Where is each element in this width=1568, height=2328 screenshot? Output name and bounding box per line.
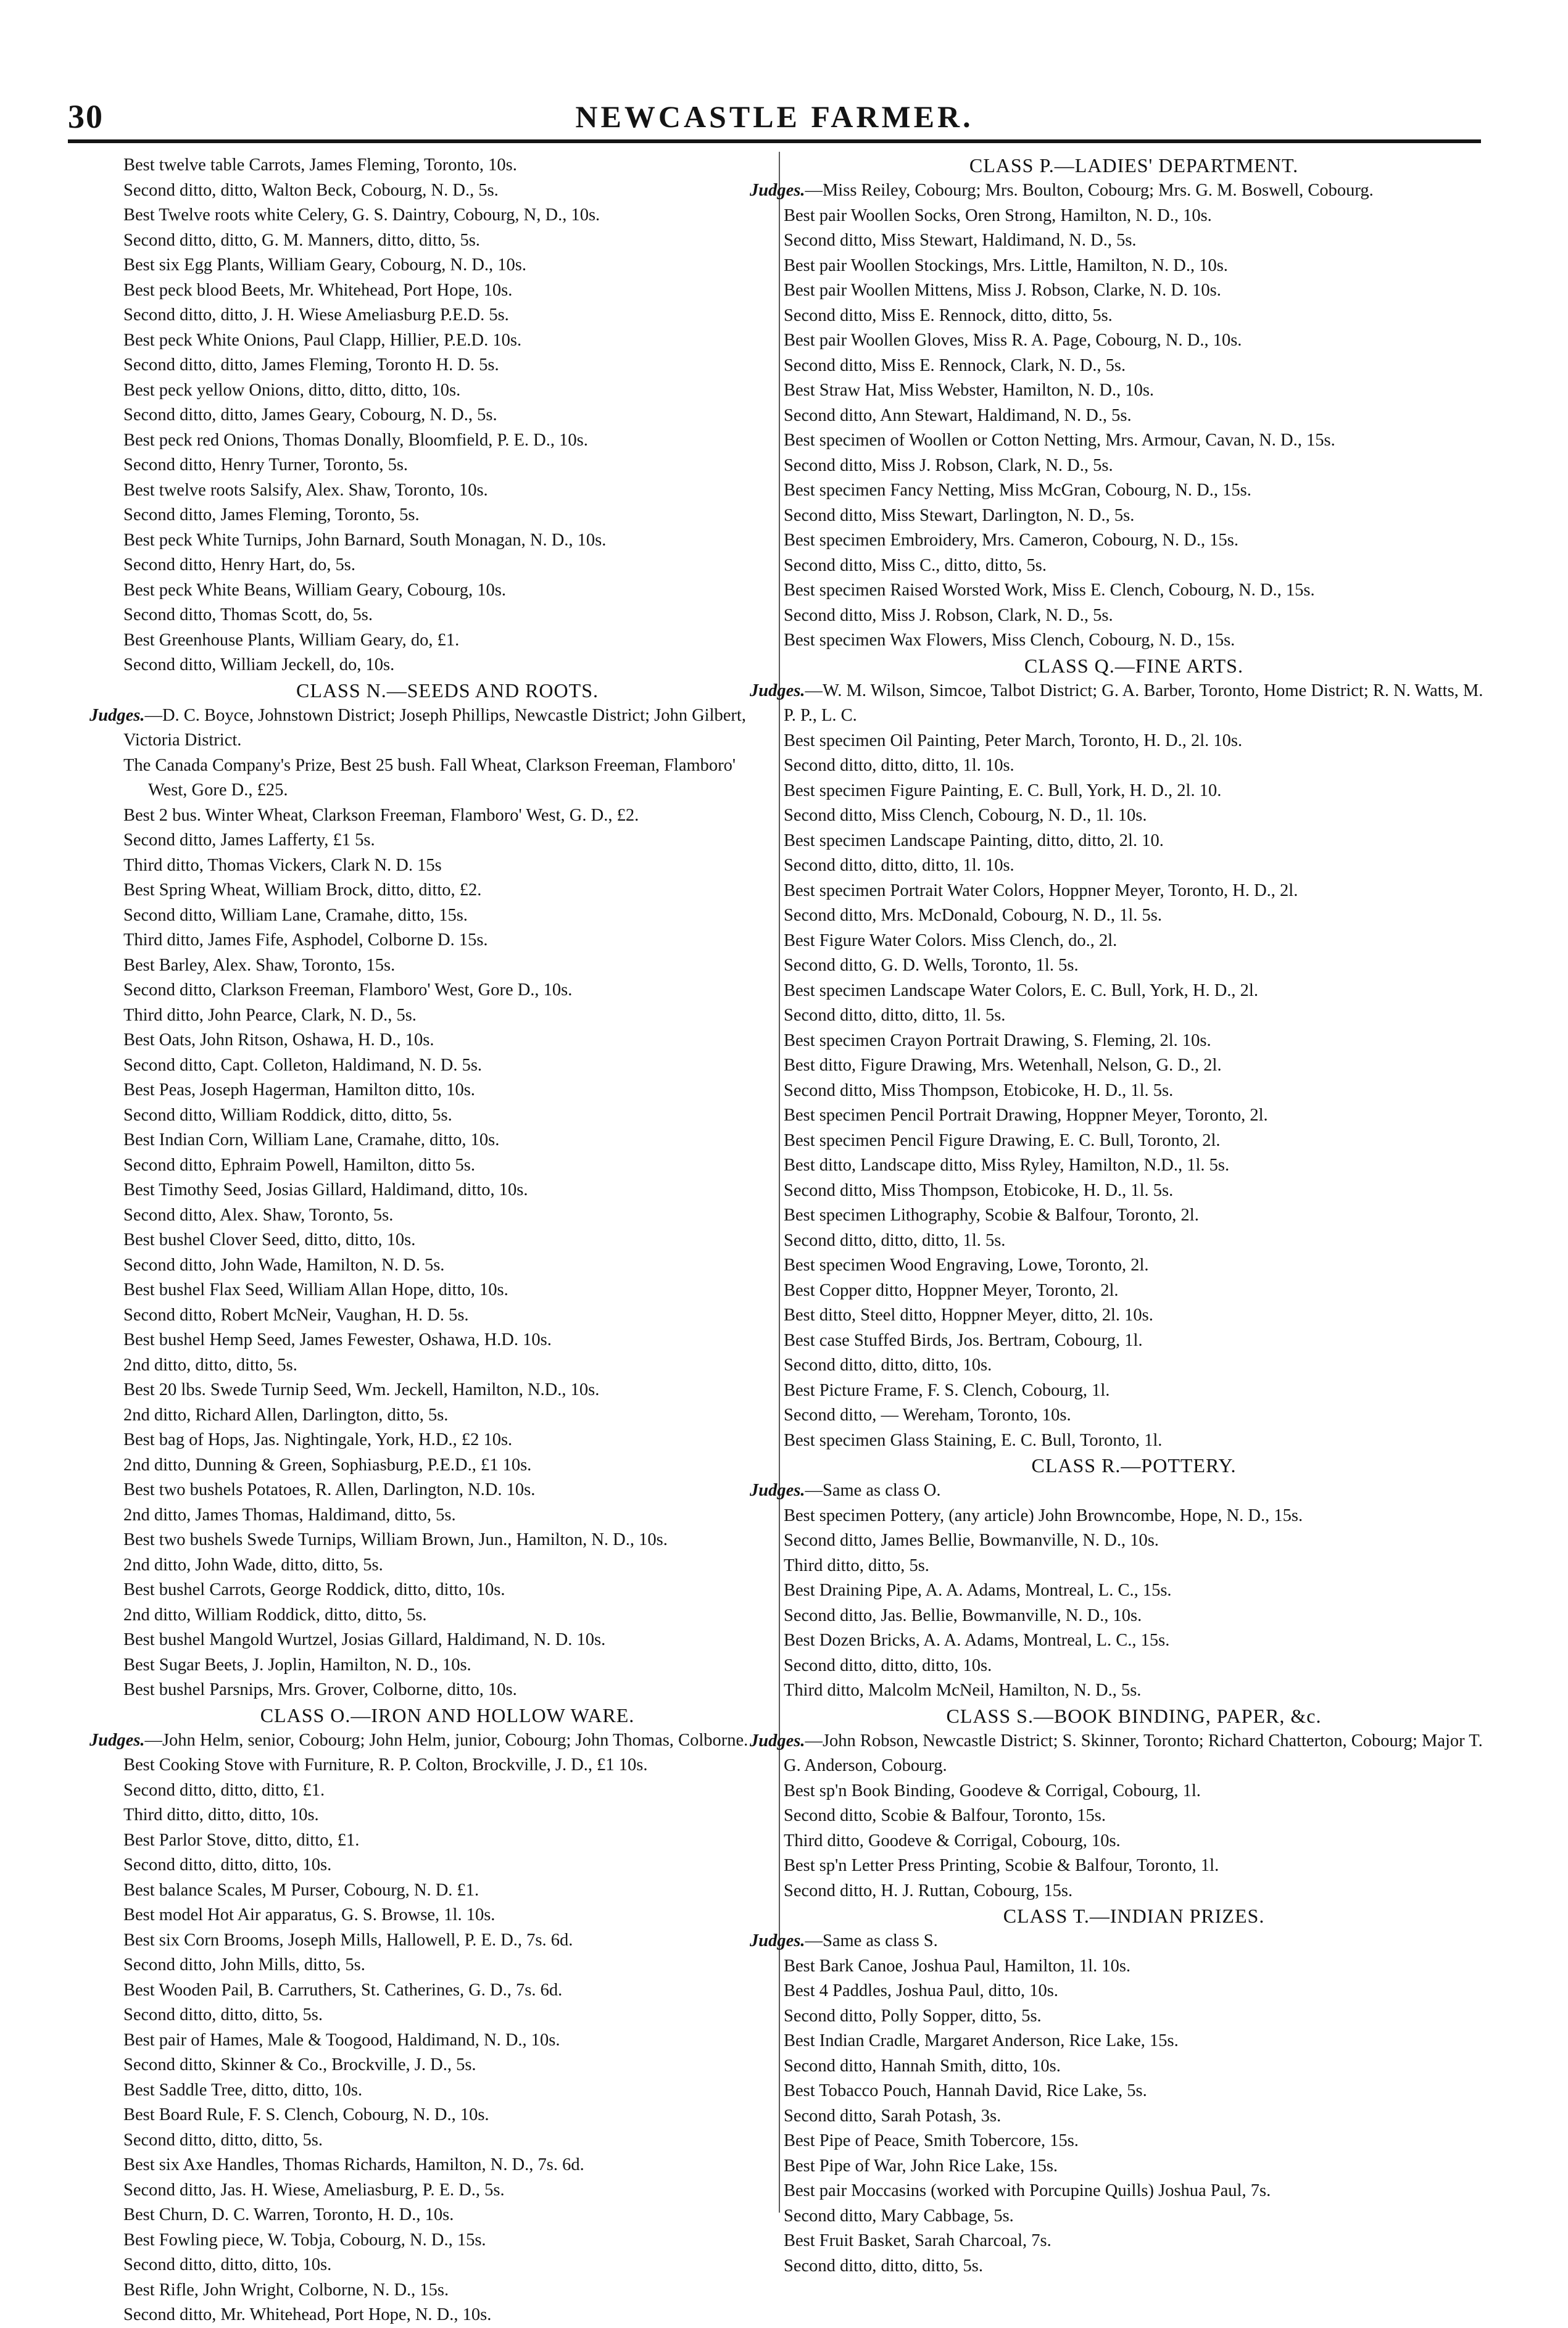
prize-entry: Second ditto, James Fleming, Toronto, 5s.	[123, 505, 420, 524]
prize-entry: Best Spring Wheat, William Brock, ditto, ditto, £2.	[123, 880, 482, 900]
prize-entry: Second ditto, ditto, J. H. Wiese Ameliasburg P.E.D. 5s.	[123, 305, 509, 325]
prize-entry: Best peck White Turnips, John Barnard, South Monagan, N. D., 10s.	[123, 530, 607, 550]
judges-label: Judges.	[750, 1481, 805, 1500]
prize-entry: Best Saddle Tree, ditto, ditto, 10s.	[123, 2080, 363, 2100]
prize-entry: Second ditto, G. D. Wells, Toronto, 1l. 5s.	[784, 956, 1079, 975]
class-r-heading: CLASS R.—POTTERY.	[1031, 1454, 1237, 1477]
prize-entry: Second ditto, Alex. Shaw, Toronto, 5s.	[123, 1205, 394, 1225]
prize-entry: Best Indian Corn, William Lane, Cramahe, ditto, 10s.	[123, 1130, 500, 1150]
class-n-entries	[123, 753, 771, 1703]
prize-entry: Best bushel Flax Seed, William Allan Hope, ditto, 10s.	[123, 1280, 508, 1299]
prize-entry: Second ditto, ditto, ditto, 1l. 5s.	[784, 1230, 1006, 1250]
class-q-entries	[784, 729, 1484, 1454]
judges-label: Judges.	[750, 181, 805, 200]
judges-label: Judges.	[750, 1931, 805, 1950]
prize-entry: Second ditto, Miss E. Rennock, ditto, ditto, 5s.	[784, 305, 1113, 325]
prize-entry: Best sp'n Letter Press Printing, Scobie & Balfour, Toronto, 1l.	[784, 1856, 1219, 1875]
prize-entry: Best Barley, Alex. Shaw, Toronto, 15s.	[123, 955, 396, 975]
prize-entry: Best pair Moccasins (worked with Porcupine Quills) Joshua Paul, 7s.	[784, 2181, 1271, 2200]
prize-entry: Best Figure Water Colors. Miss Clench, do., 2l.	[784, 930, 1118, 950]
prize-entry: Best specimen Figure Painting, E. C. Bull, York, H. D., 2l. 10.	[784, 781, 1222, 800]
prize-entry: Best pair Woollen Stockings, Mrs. Little, Hamilton, N. D., 10s.	[784, 255, 1228, 275]
prize-entry: Best specimen Pottery, (any article) John Browncombe, Hope, N. D., 15s.	[784, 1506, 1303, 1525]
prize-entry: Best Oats, John Ritson, Oshawa, H. D., 10s.	[123, 1030, 434, 1050]
prize-entry: Second ditto, Henry Hart, do, 5s.	[123, 555, 355, 574]
class-r-judges	[750, 1478, 1484, 1504]
prize-entry: Third ditto, James Fife, Asphodel, Colborne D. 15s.	[123, 930, 488, 950]
prize-entry: Second ditto, Capt. Colleton, Haldimand, N. D. 5s.	[123, 1055, 483, 1075]
prize-entry: 2nd ditto, ditto, ditto, 5s.	[123, 1355, 297, 1375]
prize-entry: Best model Hot Air apparatus, G. S. Browse, 1l. 10s.	[123, 1905, 496, 1924]
prize-entry: Best Bark Canoe, Joshua Paul, Hamilton, 1l. 10s.	[784, 1956, 1131, 1976]
prize-entry: Best six Corn Brooms, Joseph Mills, Hallowell, P. E. D., 7s. 6d.	[123, 1930, 573, 1950]
prize-entry: Best specimen Wax Flowers, Miss Clench, Cobourg, N. D., 15s.	[784, 631, 1235, 650]
prize-entry: Best peck blood Beets, Mr. Whitehead, Port Hope, 10s.	[123, 280, 513, 300]
class-p-entries	[784, 204, 1484, 653]
prize-entry: Second ditto, Sarah Potash, 3s.	[784, 2106, 1002, 2126]
class-q-heading: CLASS Q.—FINE ARTS.	[1024, 654, 1243, 677]
prize-entry: Second ditto, Miss J. Robson, Clark, N. D., 5s.	[784, 455, 1113, 475]
prize-entry: Best specimen Oil Painting, Peter March, Toronto, H. D., 2l. 10s.	[784, 731, 1243, 750]
page-number: 30	[68, 98, 104, 135]
prize-entry: Best specimen Glass Staining, E. C. Bull, Toronto, 1l.	[784, 1430, 1163, 1450]
prize-entry: Second ditto, Jas. H. Wiese, Ameliasburg, P. E. D., 5s.	[123, 2180, 505, 2200]
prize-entry: Second ditto, H. J. Ruttan, Cobourg, 15s.	[784, 1881, 1073, 1900]
prize-entry: Best 4 Paddles, Joshua Paul, ditto, 10s.	[784, 1981, 1058, 2000]
prize-entry: Second ditto, Thomas Scott, do, 5s.	[123, 605, 373, 624]
prize-entry: Second ditto, Scobie & Balfour, Toronto, 15s.	[784, 1806, 1106, 1825]
prize-entry: Best pair of Hames, Male & Toogood, Haldimand, N. D., 10s.	[123, 2030, 560, 2050]
judges-label: Judges.	[750, 681, 805, 700]
class-n-section	[89, 678, 771, 1703]
prize-entry: Second ditto, William Jeckell, do, 10s.	[123, 655, 395, 674]
prize-entry: Best specimen Portrait Water Colors, Hoppner Meyer, Toronto, H. D., 2l.	[784, 880, 1298, 900]
prize-entry: Second ditto, ditto, ditto, 1l. 10s.	[784, 856, 1014, 875]
prize-entry: Second ditto, ditto, ditto, 10s.	[784, 1356, 992, 1375]
prize-entry: Best peck White Onions, Paul Clapp, Hillier, P.E.D. 10s.	[123, 330, 522, 350]
prize-entry: Second ditto, William Lane, Cramahe, ditto, 15s.	[123, 905, 468, 925]
class-s-judges	[750, 1729, 1484, 1779]
prize-entry: Second ditto, Miss Stewart, Darlington, N. D., 5s.	[784, 505, 1135, 525]
prize-entry: Second ditto, ditto, ditto, 10s.	[784, 1655, 992, 1675]
prize-entry: Second ditto, Skinner & Co., Brockville, J. D., 5s.	[123, 2055, 476, 2074]
prize-entry: Third ditto, Goodeve & Corrigal, Cobourg, 10s.	[784, 1831, 1121, 1850]
left-top-entries	[123, 153, 771, 678]
prize-entry: Best specimen Landscape Water Colors, E. C. Bull, York, H. D., 2l.	[784, 980, 1258, 1000]
prize-entry: Best pair Woollen Mittens, Miss J. Robson, Clarke, N. D. 10s.	[784, 281, 1221, 300]
class-t-judges	[750, 1929, 1484, 1954]
prize-entry: Second ditto, ditto, ditto, £1.	[123, 1780, 325, 1800]
prize-entry: Best balance Scales, M Purser, Cobourg, N. D. £1.	[123, 1880, 479, 1900]
prize-entry: Second ditto, Ephraim Powell, Hamilton, ditto 5s.	[123, 1155, 475, 1175]
prize-entry: Best Tobacco Pouch, Hannah David, Rice Lake, 5s.	[784, 2081, 1147, 2100]
class-o-heading: CLASS O.—IRON AND HOLLOW WARE.	[260, 1704, 635, 1726]
prize-entry: Best Timothy Seed, Josias Gillard, Haldimand, ditto, 10s.	[123, 1180, 528, 1199]
judges-text: —Same as class O.	[805, 1481, 941, 1500]
prize-entry: Second ditto, ditto, G. M. Manners, ditto, ditto, 5s.	[123, 230, 480, 250]
prize-entry: Best Copper ditto, Hoppner Meyer, Toronto, 2l.	[784, 1280, 1119, 1300]
prize-entry: Second ditto, Miss Thompson, Etobicoke, H. D., 1l. 5s.	[784, 1080, 1174, 1100]
prize-entry: Best Parlor Stove, ditto, ditto, £1.	[123, 1830, 360, 1850]
prize-entry: Best six Axe Handles, Thomas Richards, Hamilton, N. D., 7s. 6d.	[123, 2155, 584, 2174]
prize-entry: Best Greenhouse Plants, William Geary, do, £1.	[123, 630, 460, 650]
prize-entry: Best Straw Hat, Miss Webster, Hamilton, N. D., 10s.	[784, 381, 1155, 400]
prize-entry: Best specimen Pencil Portrait Drawing, Hoppner Meyer, Toronto, 2l.	[784, 1106, 1268, 1125]
class-o-judges	[89, 1728, 771, 1754]
prize-entry: Best Twelve roots white Celery, G. S. Daintry, Cobourg, N, D., 10s.	[123, 205, 600, 225]
prize-entry: Second ditto, Mrs. McDonald, Cobourg, N. D., 1l. 5s.	[784, 906, 1163, 925]
prize-entry: Best case Stuffed Birds, Jos. Bertram, Cobourg, 1l.	[784, 1330, 1143, 1350]
prize-entry: Second ditto, — Wereham, Toronto, 10s.	[784, 1406, 1071, 1425]
prize-entry: Third ditto, ditto, ditto, 10s.	[123, 1805, 319, 1825]
prize-entry: 2nd ditto, James Thomas, Haldimand, ditto, 5s.	[123, 1505, 456, 1525]
prize-entry: Best Churn, D. C. Warren, Toronto, H. D., 10s.	[123, 2205, 454, 2224]
judges-text: —D. C. Boyce, Johnstown District; Joseph Phillips, Newcastle District; John Gilbert, Victoria District.	[123, 705, 746, 750]
prize-entry: Second ditto, ditto, ditto, 5s.	[123, 2130, 323, 2150]
prize-entry: Best peck White Beans, William Geary, Cobourg, 10s.	[123, 580, 506, 600]
prize-entry: Best pair Woollen Gloves, Miss R. A. Page, Cobourg, N. D., 10s.	[784, 331, 1242, 350]
class-n-heading: CLASS N.—SEEDS AND ROOTS.	[296, 679, 599, 702]
prize-entry: Best Wooden Pail, B. Carruthers, St. Catherines, G. D., 7s. 6d.	[123, 1980, 563, 2000]
class-r-entries	[784, 1504, 1484, 1704]
prize-entry: 2nd ditto, John Wade, ditto, ditto, 5s.	[123, 1555, 383, 1575]
prize-entry: Best bag of Hops, Jas. Nightingale, York, H.D., £2 10s.	[123, 1430, 513, 1449]
prize-entry: Best specimen Embroidery, Mrs. Cameron, Cobourg, N. D., 15s.	[784, 531, 1238, 550]
prize-entry: Second ditto, Clarkson Freeman, Flamboro' West, Gore D., 10s.	[123, 980, 573, 1000]
judges-label: Judges.	[750, 1731, 805, 1750]
prize-entry: Best ditto, Steel ditto, Hoppner Meyer, ditto, 2l. 10s.	[784, 1306, 1153, 1325]
running-title: NEWCASTLE FARMER.	[575, 99, 974, 134]
prize-entry: Best Picture Frame, F. S. Clench, Cobourg, 1l.	[784, 1380, 1110, 1400]
prize-entry: Third ditto, John Pearce, Clark, N. D., 5s.	[123, 1005, 417, 1025]
class-p-heading: CLASS P.—LADIES' DEPARTMENT.	[969, 154, 1299, 176]
prize-entry: Second ditto, ditto, James Geary, Cobourg, N. D., 5s.	[123, 405, 497, 425]
prize-entry: Second ditto, Henry Turner, Toronto, 5s.	[123, 455, 409, 474]
prize-entry: Best Draining Pipe, A. A. Adams, Montreal, L. C., 15s.	[784, 1581, 1172, 1600]
prize-entry: Best bushel Mangold Wurtzel, Josias Gillard, Haldimand, N. D. 10s.	[123, 1630, 606, 1649]
judges-text: —John Robson, Newcastle District; S. Skinner, Toronto; Richard Chatterton, Cobourg; Major T. G. Anderson, Cobourg.	[784, 1731, 1483, 1775]
prize-entry: Best Cooking Stove with Furniture, R. P. Colton, Brockville, J. D., £1 10s.	[123, 1755, 648, 1775]
right-column	[750, 153, 1484, 2279]
class-q-judges	[750, 679, 1484, 729]
prize-entry: Best bushel Hemp Seed, James Fewester, Oshawa, H.D. 10s.	[123, 1330, 552, 1349]
prize-entry: Second ditto, Miss Thompson, Etobicoke, H. D., 1l. 5s.	[784, 1180, 1174, 1200]
prize-entry: Best Dozen Bricks, A. A. Adams, Montreal, L. C., 15s.	[784, 1631, 1170, 1650]
class-s-entries	[784, 1779, 1484, 1904]
prize-entry: Best specimen Lithography, Scobie & Balfour, Toronto, 2l.	[784, 1206, 1199, 1225]
prize-entry: Best two bushels Swede Turnips, William Brown, Jun., Hamilton, N. D., 10s.	[123, 1530, 668, 1549]
prize-entry: Second ditto, ditto, ditto, 1l. 10s.	[784, 756, 1014, 775]
prize-entry: Best ditto, Figure Drawing, Mrs. Wetenhall, Nelson, G. D., 2l.	[784, 1056, 1222, 1075]
class-o-section	[89, 1703, 771, 2328]
prize-entry: Best specimen of Woollen or Cotton Netting, Mrs. Armour, Cavan, N. D., 15s.	[784, 431, 1335, 450]
prize-entry: Second ditto, ditto, ditto, 10s.	[123, 1855, 332, 1874]
prize-entry: Second ditto, Hannah Smith, ditto, 10s.	[784, 2056, 1061, 2076]
class-n-judges	[89, 703, 771, 753]
prize-entry: Best Fowling piece, W. Tobja, Cobourg, N. D., 15s.	[123, 2230, 486, 2250]
prize-entry: Second ditto, Mr. Whitehead, Port Hope, N. D., 10s.	[123, 2305, 492, 2324]
class-o-entries	[123, 1753, 771, 2328]
prize-entry: Second ditto, Miss Stewart, Haldimand, N. D., 5s.	[784, 231, 1137, 250]
judges-label: Judges.	[89, 705, 145, 725]
prize-entry: Second ditto, ditto, ditto, 5s.	[784, 2256, 984, 2276]
prize-entry: 2nd ditto, William Roddick, ditto, ditto, 5s.	[123, 1605, 427, 1625]
prize-entry: Second ditto, Ann Stewart, Haldimand, N. D., 5s.	[784, 405, 1132, 425]
class-s-heading: CLASS S.—BOOK BINDING, PAPER, &c.	[946, 1704, 1322, 1727]
prize-entry: Best twelve table Carrots, James Fleming, Toronto, 10s.	[123, 155, 517, 175]
class-q-section	[750, 653, 1484, 1454]
prize-entry: Best specimen Pencil Figure Drawing, E. C. Bull, Toronto, 2l.	[784, 1130, 1221, 1150]
prize-entry: Best twelve roots Salsify, Alex. Shaw, Toronto, 10s.	[123, 480, 488, 500]
prize-entry: Third ditto, Thomas Vickers, Clark N. D. 15s	[123, 855, 442, 875]
prize-entry: Second ditto, Miss E. Rennock, Clark, N. D., 5s.	[784, 355, 1126, 375]
judges-text: —John Helm, senior, Cobourg; John Helm, junior, Cobourg; John Thomas, Colborne.	[144, 1730, 749, 1750]
prize-entry: Best peck red Onions, Thomas Donally, Bloomfield, P. E. D., 10s.	[123, 430, 588, 450]
prize-entry: Third ditto, Malcolm McNeil, Hamilton, N. D., 5s.	[784, 1681, 1142, 1700]
prize-entry: Second ditto, Mary Cabbage, 5s.	[784, 2206, 1014, 2226]
prize-entry: Best 2 bus. Winter Wheat, Clarkson Freeman, Flamboro' West, G. D., £2.	[123, 805, 639, 825]
prize-entry: Best Indian Cradle, Margaret Anderson, Rice Lake, 15s.	[784, 2031, 1179, 2050]
prize-entry: 2nd ditto, Dunning & Green, Sophiasburg, P.E.D., £1 10s.	[123, 1455, 532, 1475]
prize-entry: Second ditto, Polly Sopper, ditto, 5s.	[784, 2006, 1042, 2026]
header-rule	[68, 139, 1481, 143]
class-t-entries	[784, 1954, 1484, 2279]
prize-entry: Second ditto, ditto, ditto, 10s.	[123, 2255, 332, 2274]
prize-entry: Second ditto, ditto, James Fleming, Toronto H. D. 5s.	[123, 355, 499, 375]
prize-entry: Best Peas, Joseph Hagerman, Hamilton ditto, 10s.	[123, 1080, 475, 1100]
prize-entry: Second ditto, John Wade, Hamilton, N. D. 5s.	[123, 1255, 445, 1275]
prize-entry: The Canada Company's Prize, Best 25 bush. Fall Wheat, Clarkson Freeman, Flamboro' West, Gore D., £25.	[123, 755, 736, 800]
column-divider	[779, 152, 780, 2213]
judges-text: —Miss Reiley, Cobourg; Mrs. Boulton, Cobourg; Mrs. G. M. Boswell, Cobourg.	[805, 181, 1374, 200]
prize-entry: Second ditto, ditto, Walton Beck, Cobourg, N. D., 5s.	[123, 180, 499, 200]
prize-entry: Second ditto, ditto, ditto, 5s.	[123, 2005, 323, 2024]
class-t-heading: CLASS T.—INDIAN PRIZES.	[1003, 1905, 1265, 1927]
prize-entry: Best specimen Crayon Portrait Drawing, S. Fleming, 2l. 10s.	[784, 1030, 1211, 1050]
prize-entry: Second ditto, ditto, ditto, 1l. 5s.	[784, 1006, 1006, 1025]
prize-entry: Second ditto, Miss C., ditto, ditto, 5s.	[784, 555, 1047, 575]
prize-entry: Best specimen Landscape Painting, ditto, ditto, 2l. 10.	[784, 831, 1164, 850]
prize-entry: Second ditto, Jas. Bellie, Bowmanville, N. D., 10s.	[784, 1605, 1142, 1625]
judges-text: —W. M. Wilson, Simcoe, Talbot District; G. A. Barber, Toronto, Home District; R. N. Watts, M. P. P., L. C.	[784, 681, 1483, 725]
class-t-section	[750, 1903, 1484, 2279]
prize-entry: Second ditto, John Mills, ditto, 5s.	[123, 1955, 365, 1974]
prize-entry: Best bushel Carrots, George Roddick, ditto, ditto, 10s.	[123, 1580, 505, 1599]
prize-entry: 2nd ditto, Richard Allen, Darlington, ditto, 5s.	[123, 1405, 449, 1425]
class-s-section	[750, 1704, 1484, 1904]
prize-entry: Second ditto, Miss J. Robson, Clark, N. D., 5s.	[784, 605, 1113, 625]
prize-entry: Best ditto, Landscape ditto, Miss Ryley, Hamilton, N.D., 1l. 5s.	[784, 1156, 1230, 1175]
prize-entry: Second ditto, James Lafferty, £1 5s.	[123, 831, 375, 850]
prize-entry: Best Sugar Beets, J. Joplin, Hamilton, N. D., 10s.	[123, 1655, 471, 1675]
prize-entry: Best Fruit Basket, Sarah Charcoal, 7s.	[784, 2231, 1052, 2250]
judges-text: —Same as class S.	[805, 1931, 938, 1950]
prize-entry: Best Board Rule, F. S. Clench, Cobourg, N. D., 10s.	[123, 2105, 489, 2124]
prize-entry: Best Pipe of War, John Rice Lake, 15s.	[784, 2156, 1058, 2176]
prize-entry: Best 20 lbs. Swede Turnip Seed, Wm. Jeckell, Hamilton, N.D., 10s.	[123, 1380, 600, 1399]
prize-entry: Best two bushels Potatoes, R. Allen, Darlington, N.D. 10s.	[123, 1480, 536, 1499]
prize-entry: Second ditto, James Bellie, Bowmanville, N. D., 10s.	[784, 1531, 1159, 1550]
prize-entry: Best Rifle, John Wright, Colborne, N. D., 15s.	[123, 2280, 449, 2300]
prize-entry: Best six Egg Plants, William Geary, Cobourg, N. D., 10s.	[123, 255, 527, 275]
prize-entry: Best sp'n Book Binding, Goodeve & Corrigal, Cobourg, 1l.	[784, 1781, 1201, 1800]
prize-entry: Second ditto, William Roddick, ditto, ditto, 5s.	[123, 1105, 452, 1125]
prize-entry: Best specimen Fancy Netting, Miss McGran, Cobourg, N. D., 15s.	[784, 481, 1251, 500]
judges-label: Judges.	[89, 1730, 145, 1750]
class-r-section	[750, 1453, 1484, 1704]
prize-entry: Best Pipe of Peace, Smith Tobercore, 15s.	[784, 2131, 1079, 2150]
prize-entry: Second ditto, Miss Clench, Cobourg, N. D., 1l. 10s.	[784, 806, 1147, 825]
prize-entry: Best specimen Wood Engraving, Lowe, Toronto, 2l.	[784, 1256, 1149, 1275]
prize-entry: Best pair Woollen Socks, Oren Strong, Hamilton, N. D., 10s.	[784, 205, 1212, 225]
prize-entry: Best specimen Raised Worsted Work, Miss E. Clench, Cobourg, N. D., 15s.	[784, 581, 1315, 600]
prize-entry: Third ditto, ditto, 5s.	[784, 1555, 929, 1575]
left-column	[89, 153, 771, 2328]
prize-entry: Best bushel Parsnips, Mrs. Grover, Colborne, ditto, 10s.	[123, 1680, 517, 1699]
prize-entry: Best bushel Clover Seed, ditto, ditto, 10s.	[123, 1230, 416, 1249]
prize-entry: Best peck yellow Onions, ditto, ditto, ditto, 10s.	[123, 380, 461, 400]
class-p-judges	[750, 178, 1484, 204]
class-p-section	[750, 153, 1484, 653]
prize-entry: Second ditto, Robert McNeir, Vaughan, H. D. 5s.	[123, 1305, 469, 1325]
